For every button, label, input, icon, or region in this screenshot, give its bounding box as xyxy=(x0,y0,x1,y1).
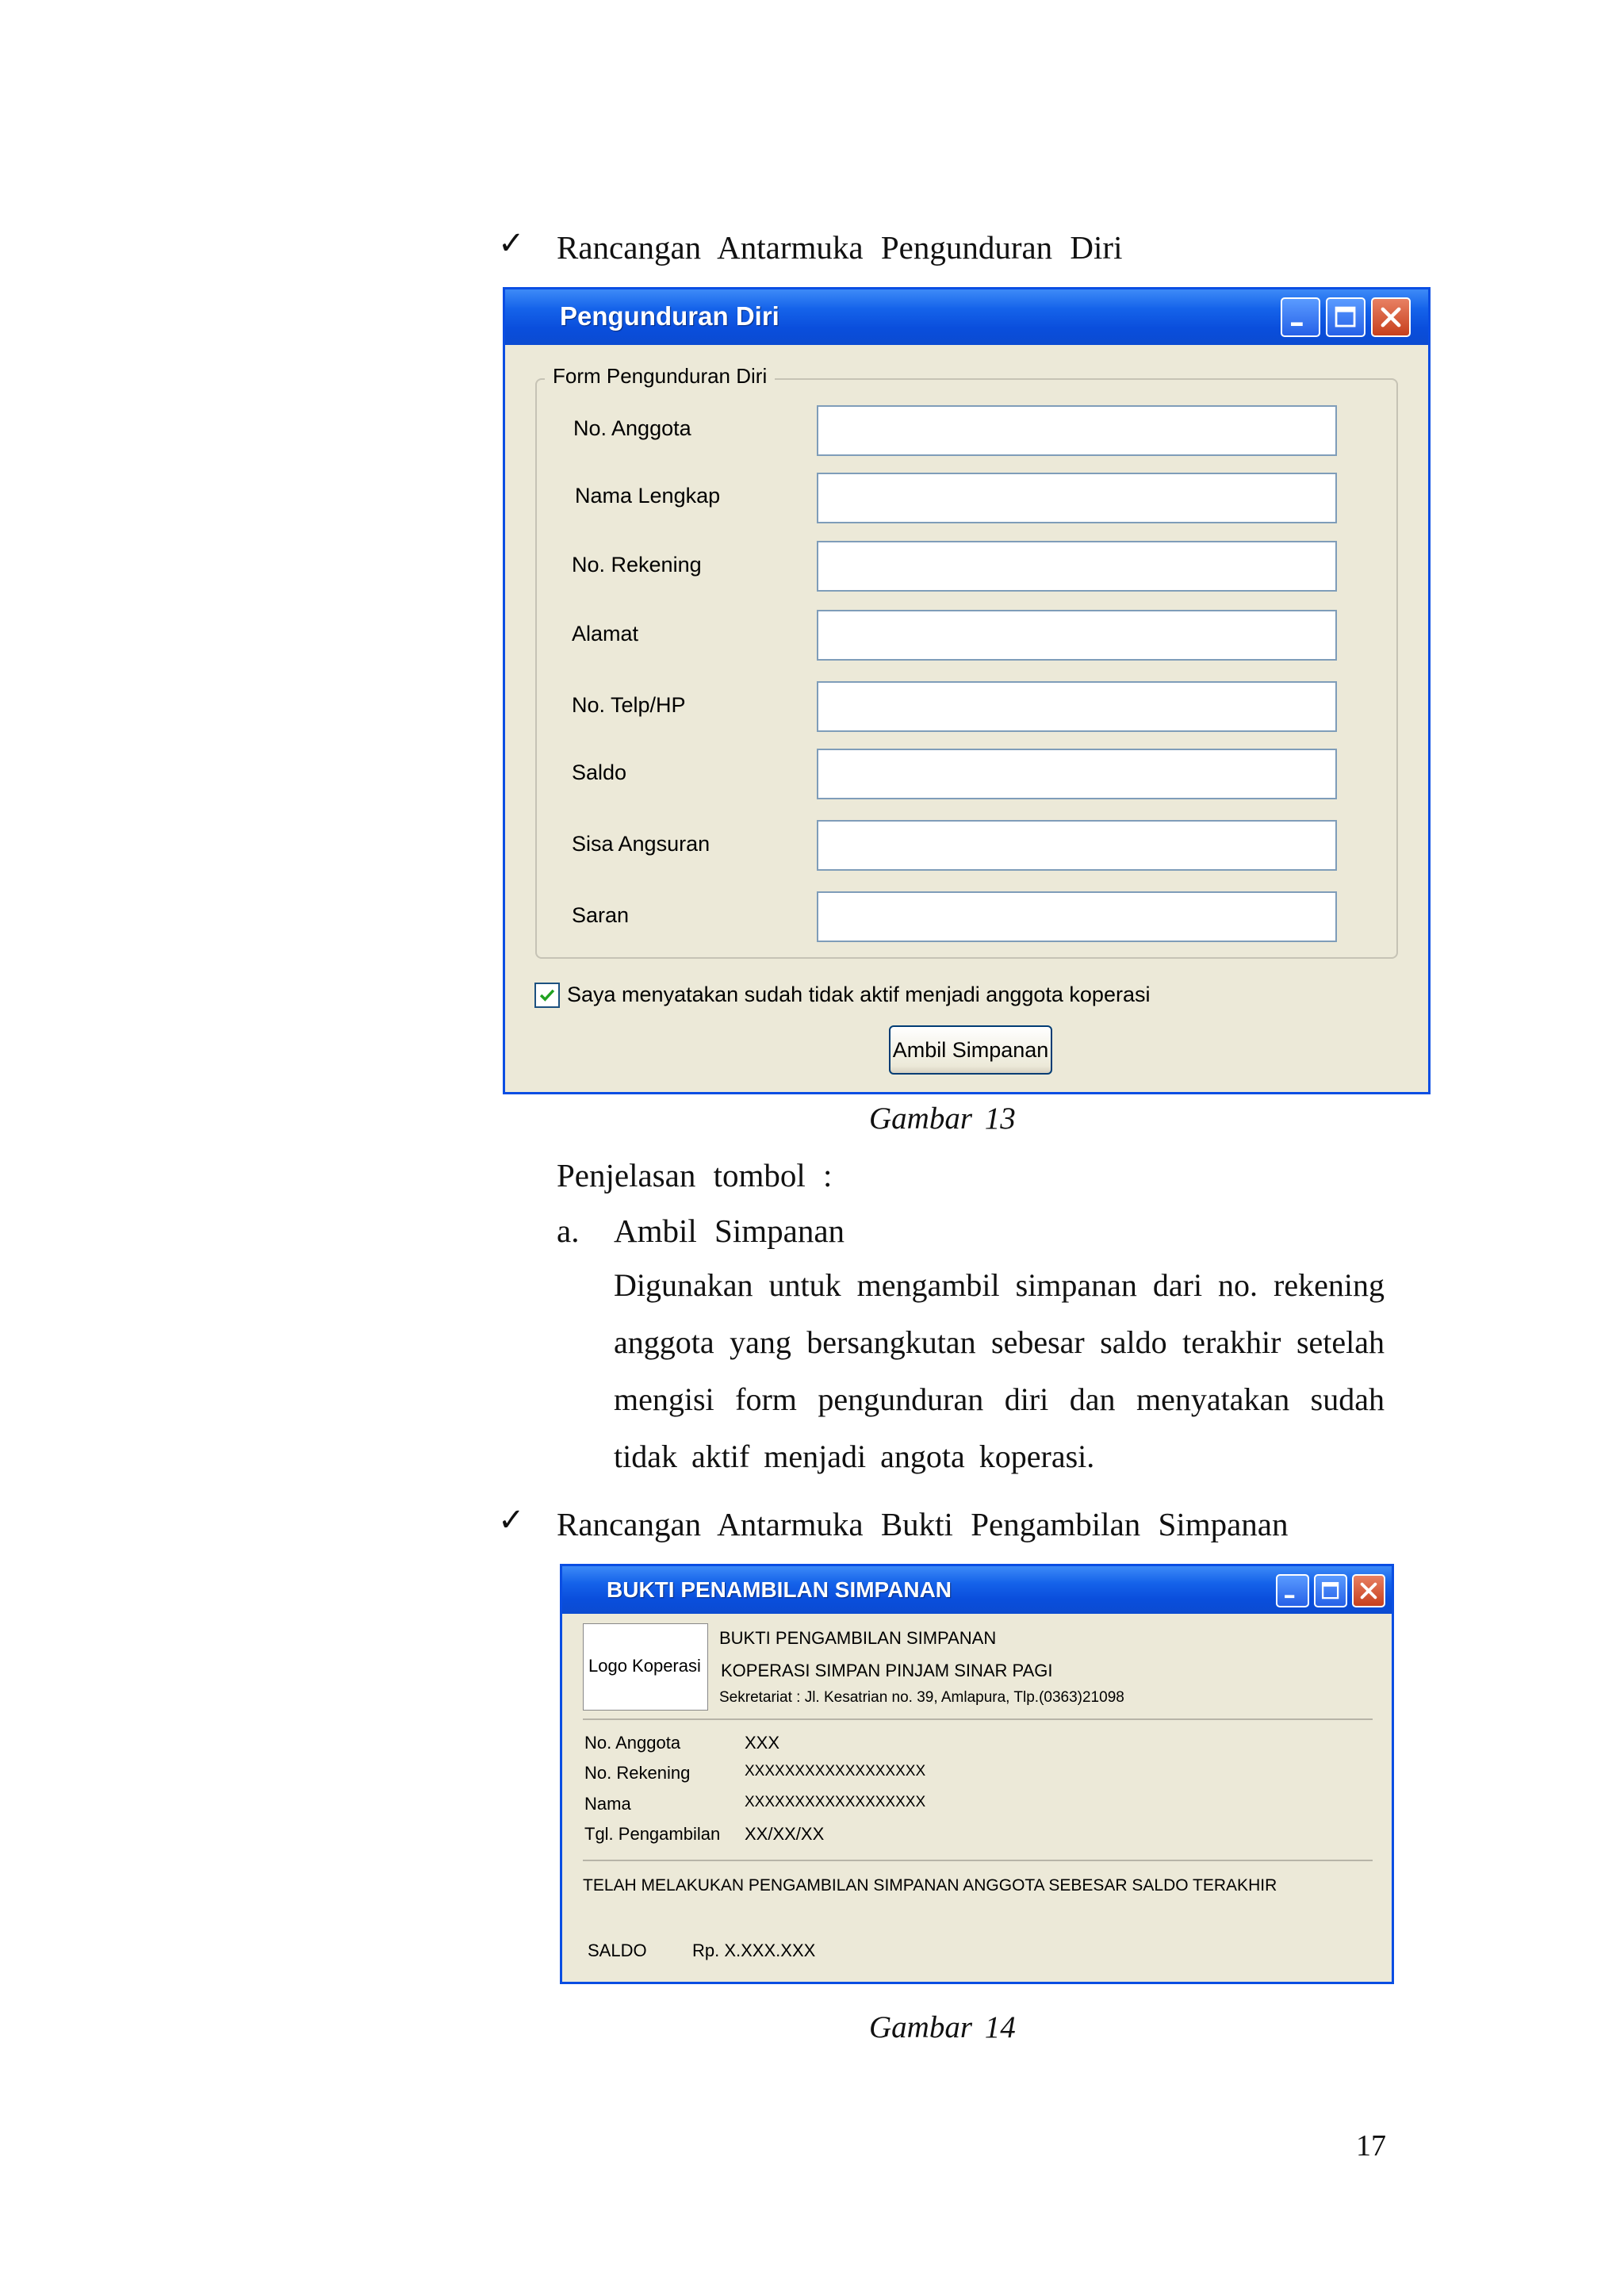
nama-lengkap-input[interactable] xyxy=(817,473,1337,523)
close-button[interactable] xyxy=(1371,297,1411,337)
receipt-window xyxy=(560,1564,1394,1984)
explanation-item-marker: a. xyxy=(557,1213,580,1249)
divider xyxy=(583,1718,1373,1720)
page-number: 17 xyxy=(1356,2129,1386,2163)
checkmark-icon: ✓ xyxy=(498,1502,525,1538)
maximize-button[interactable] xyxy=(1314,1574,1347,1607)
close-icon xyxy=(1354,1576,1384,1606)
field-label-sisa-angsuran: Sisa Angsuran xyxy=(572,832,710,856)
row-label-no-anggota: No. Anggota xyxy=(584,1733,681,1753)
saldo-label: SALDO xyxy=(588,1941,647,1960)
row-label-nama: Nama xyxy=(584,1794,631,1814)
resignation-window xyxy=(503,287,1431,1094)
form-group-title: Form Pengunduran Diri xyxy=(545,364,775,389)
row-value-tgl-pengambilan: XX/XX/XX xyxy=(745,1824,825,1844)
inactive-agreement-checkbox[interactable] xyxy=(534,983,560,1008)
sisa-angsuran-input[interactable] xyxy=(817,820,1337,871)
row-value-no-rekening: XXXXXXXXXXXXXXXXXX xyxy=(745,1763,926,1780)
section1-heading: Rancangan Antarmuka Pengunduran Diri xyxy=(557,229,1123,266)
ambil-simpanan-button[interactable]: Ambil Simpanan xyxy=(889,1025,1052,1075)
logo-placeholder xyxy=(583,1623,708,1711)
field-label-alamat: Alamat xyxy=(572,622,639,646)
field-label-saldo: Saldo xyxy=(572,761,627,784)
alamat-input[interactable] xyxy=(817,610,1337,661)
receipt-statement: TELAH MELAKUKAN PENGAMBILAN SIMPANAN ANGGOTA SEBESAR SALDO TERAKHIR xyxy=(583,1876,1277,1895)
row-label-no-rekening: No. Rekening xyxy=(584,1763,691,1783)
row-label-tgl-pengambilan: Tgl. Pengambilan xyxy=(584,1824,721,1844)
figure-caption-14: Gambar 14 xyxy=(869,2010,1016,2044)
field-label-no-telp: No. Telp/HP xyxy=(572,693,686,717)
explanation-item-title: Ambil Simpanan xyxy=(614,1213,845,1249)
minimize-icon xyxy=(1282,299,1319,335)
checkmark-icon: ✓ xyxy=(498,225,525,262)
receipt-address: Sekretariat : Jl. Kesatrian no. 39, Amlapura, Tlp.(0363)21098 xyxy=(719,1689,1124,1706)
close-button[interactable] xyxy=(1352,1574,1385,1607)
row-value-no-anggota: XXX xyxy=(745,1733,780,1753)
section2-heading: Rancangan Antarmuka Bukti Pengambilan Simpanan xyxy=(557,1506,1289,1542)
row-value-nama: XXXXXXXXXXXXXXXXXX xyxy=(745,1794,926,1810)
maximize-icon xyxy=(1316,1576,1346,1606)
maximize-button[interactable] xyxy=(1326,297,1365,337)
close-icon xyxy=(1373,299,1409,335)
minimize-button[interactable] xyxy=(1276,1574,1309,1607)
explanation-item-text: Digunakan untuk mengambil simpanan dari no. rekening anggota yang bersangkutan sebesar saldo terakhir setelah mengisi form pengunduran diri dan menyatakan sudah tidak aktif menjadi angota koperasi. xyxy=(614,1267,1385,1474)
explanation-intro: Penjelasan tombol : xyxy=(557,1157,833,1193)
checkbox-label[interactable]: Saya menyatakan sudah tidak aktif menjadi anggota koperasi xyxy=(567,983,1151,1006)
window-title: Pengunduran Diri xyxy=(560,301,779,331)
window-title: BUKTI PENAMBILAN SIMPANAN xyxy=(607,1577,952,1602)
figure-caption-13: Gambar 13 xyxy=(869,1102,1016,1136)
maximize-icon xyxy=(1327,299,1364,335)
saran-input[interactable] xyxy=(817,891,1337,942)
saldo-value: Rp. X.XXX.XXX xyxy=(692,1941,816,1960)
divider xyxy=(583,1860,1373,1861)
logo-text: Logo Koperasi xyxy=(588,1656,701,1676)
checkmark-icon xyxy=(536,984,558,1006)
receipt-org-name: KOPERASI SIMPAN PINJAM SINAR PAGI xyxy=(721,1661,1053,1680)
no-telp-input[interactable] xyxy=(817,681,1337,732)
window-titlebar[interactable] xyxy=(505,289,1428,345)
minimize-button[interactable] xyxy=(1281,297,1320,337)
saldo-input[interactable] xyxy=(817,749,1337,799)
field-label-no-anggota: No. Anggota xyxy=(573,416,691,440)
form-groupbox xyxy=(535,378,1398,959)
field-label-no-rekening: No. Rekening xyxy=(572,553,702,577)
field-label-nama-lengkap: Nama Lengkap xyxy=(575,484,721,508)
receipt-header-title: BUKTI PENGAMBILAN SIMPANAN xyxy=(719,1628,997,1648)
window-titlebar[interactable] xyxy=(562,1566,1392,1614)
no-anggota-input[interactable] xyxy=(817,405,1337,456)
minimize-icon xyxy=(1277,1576,1308,1606)
no-rekening-input[interactable] xyxy=(817,541,1337,592)
field-label-saran: Saran xyxy=(572,903,630,927)
